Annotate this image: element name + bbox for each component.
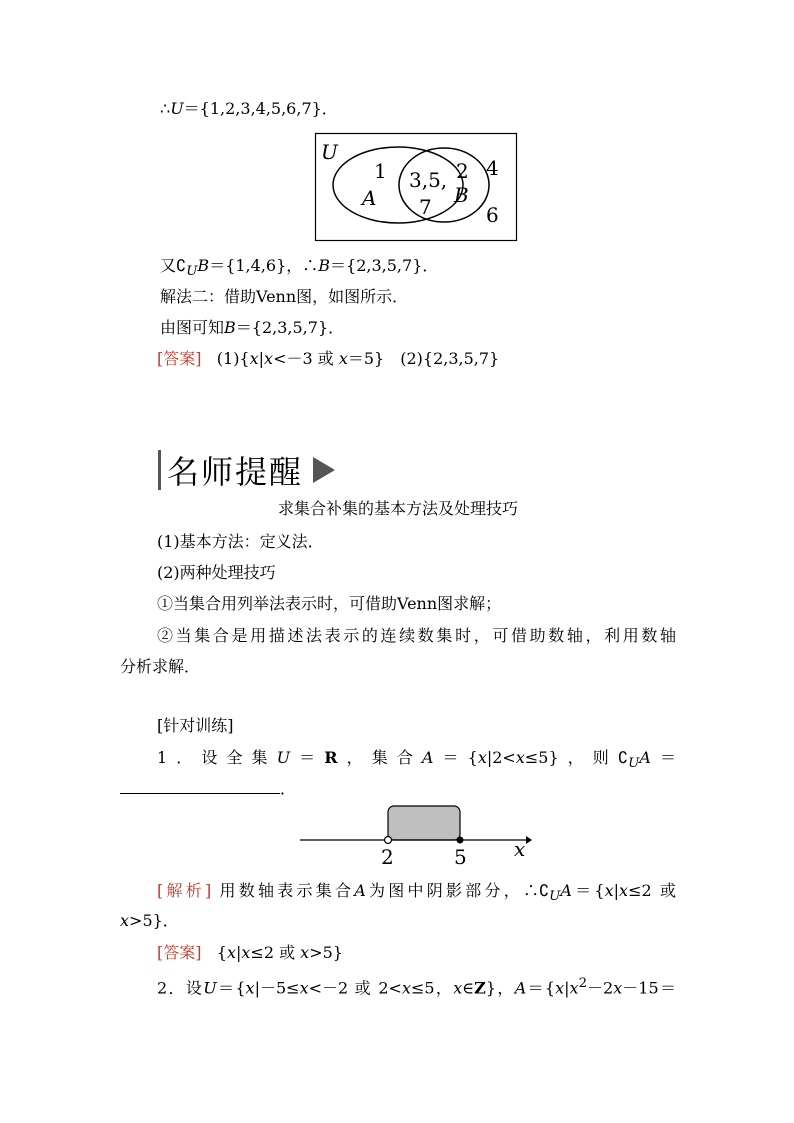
subtitle: 求集合补集的基本方法及处理技巧 [277,499,518,518]
venn-label-a: A [362,186,377,210]
answer-blank[interactable] [120,777,280,794]
number-line [300,800,540,870]
tick-label-2: 2 [381,845,394,869]
venn-elem-4: 4 [486,156,499,180]
axis-arrow [526,836,532,844]
question-2: 2．设U＝{x|－5≤x<－2 或 2<x≤5，x∈Z}，$A=\{x|x^2-2x-15=$ [157,976,676,998]
answer-tag-2: [答案] [157,943,202,962]
point-4: ②当集合是用描述法表示的连续数集时，可借助数轴，利用数轴 [157,626,676,645]
from-figure: 由图可知B＝{2,3,5,7}． [160,318,345,337]
point-2: (2)两种处理技巧 [157,563,276,582]
venn-elem-6: 6 [486,203,499,227]
section-heading: 名师提醒 [158,448,335,492]
heading-bar [158,450,161,490]
answer-1: [答案] (1){x|x<－3 或 x＝5} (2){2,3,5,7} [157,349,500,368]
u-equation: ∴U＝{1,2,3,4,5,6,7}． [160,99,338,118]
venn-label-u: U [321,140,338,164]
point-4-cont: 分析求解． [120,657,201,676]
answer-tag: [答案] [157,349,202,368]
venn-elem-1: 1 [374,159,387,183]
complement-line: 又$∁_UB=\{1,4,6\}$，∴B＝{2,3,5,7}． [160,256,439,280]
triangle-icon [313,457,335,483]
analysis-1: [解析] 用数轴表示集合A为图中阴影部分，$\therefore∁_UA=\{x|x\le 2$ 或 [157,881,676,905]
question-1: 1．设全集U＝R，集合A＝{x|2<x≤5}，则$∁_UA=$ [157,748,676,772]
point-3: ①当集合用列举法表示时，可借助Venn图求解； [157,594,502,613]
venn-label-b: B [454,183,469,207]
venn-elem-7: 7 [419,195,432,219]
closed-point-5 [457,837,464,844]
venn-diagram [315,133,517,241]
method-two: 解法二：借助Venn图，如图所示． [160,287,409,306]
tick-label-5: 5 [454,845,467,869]
venn-elem-35: 3,5, [409,168,448,192]
point-1: (1)基本方法：定义法． [157,532,324,551]
open-point-2 [385,837,392,844]
axis-label-x: x [514,837,526,861]
answer-blank-line: ． [120,777,676,800]
answer-2: [答案] {x|x≤2 或 x>5} [157,943,343,962]
analysis-1-cont: x>5}． [120,911,179,930]
training-title: [针对训练] [157,716,234,735]
shaded-interval [388,806,460,840]
venn-elem-2: 2 [456,159,469,183]
analysis-tag: [解析] [157,881,212,900]
